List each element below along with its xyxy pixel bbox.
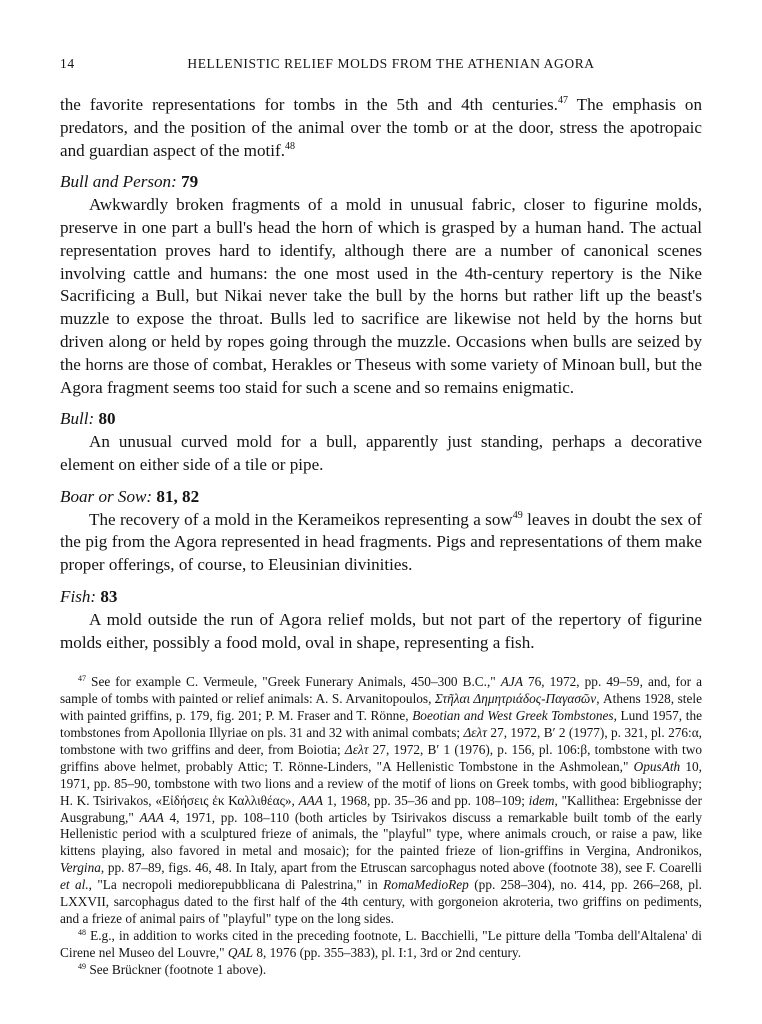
intro-text-2: The emphasis on predators, and the position of the animal over the tomb or at the door, stress the apotropaic and guardian aspect of the motif. <box>60 95 702 160</box>
footnotes <box>60 674 702 978</box>
footnote-ref-49[interactable]: 49 <box>512 509 523 521</box>
footnote-48: $^{48}$ E.g., in addition to works cited in the preceding footnote, L. Bacchielli, "Le pitture della 'Tomba dell'Altalena' di Cirene nel Museo del Louvre," QAL 8, 1976 (pp. 355–383), pl. I:1, 3rd or 2nd century. <box>60 927 702 960</box>
section-label: Bull: <box>60 409 95 429</box>
section-paragraph-fish: A mold outside the run of Agora relief molds, but not part of the repertory of figurine molds either, possibly a food mold, oval in shape, representing a fish. <box>60 609 702 652</box>
section-heading-boar-or-sow <box>60 486 702 509</box>
catalogue-numbers: 79 <box>181 172 199 192</box>
catalogue-numbers: 83 <box>100 586 118 606</box>
footnote-47: $^{47}$ See for example C. Vermeule, "Greek Funerary Animals, 450–300 B.C.," AJA 76, 1972, pp. 49–59, and, for a sample of tombs with painted or relief animals: A. S. Arvanitopoulos, Στῆλαι Δημητριάδος-Παγασῶν, Athens 1928, stele with painted griffins, p. 179, fig. 201; P. M. Fraser and T. Rönne, Boeotian and West Greek Tombstones, Lund 1957, the tombstones from Apollonia Illyriae on pls. 31 and 32 with animal combats; Δελτ 27, 1972, B′ 2 (1977), p. 321, pl. 276:α, tombstone with two griffins and deer, from Boiotia; Δελτ 27, 1972, B′ 1 (1976), p. 156, pl. 106:β, tombstone with two griffins above helmet, probably Attic; T. Rönne-Linders, "A Hellenistic Tombstone in the Ashmolean," OpusAth 10, 1971, pp. 85–90, tombstone with two lions and a review of the motif of lions on Greek tombs, with good bibliography; H. K. Tsirivakos, «Εἰδήσεις ἐκ Καλλιθέας», AAA 1, 1968, pp. 35–36 and pp. 108–109; idem, "Kallithea: Ergebnisse der Ausgrabung," AAA 4, 1971, pp. 108–110 (both articles by Tsirivakos discuss a remarkable built tomb of the early Hellenistic period with a sculptured frieze of animals, the "playful" type, where animals crouch, or raise a paw, like kittens playing, also favored in metal and mosaic); for the painted frieze of lion-griffins in Vergina, Andronikos, Vergina, pp. 87–89, figs. 46, 48. In Italy, apart from the Etruscan sarcophagus noted above (footnote 38), see F. Coarelli et al., "La necropoli mediorepubblicana di Palestrina," in RomaMedioRep (pp. 258–304), no. 414, pp. 266–268, pl. LXXVII, sarcophagus dated to the first half of the 4th century, with gorgoneion akroteria, two griffins on pediments, and a frieze of animal pairs of "playful" type on the long sides. <box>60 674 703 927</box>
page-number: 14 <box>60 56 75 71</box>
running-header <box>60 56 702 78</box>
footnote-ref-48[interactable]: 48 <box>285 140 295 152</box>
section-paragraph-boar-or-sow <box>60 509 702 577</box>
section-paragraph-bull: An unusual curved mold for a bull, apparently just standing, perhaps a decorative element on either side of a tile or pipe. <box>60 432 702 474</box>
footnote-ref-47[interactable]: 47 <box>557 95 568 106</box>
section-heading-fish <box>60 586 702 609</box>
page <box>60 56 702 979</box>
section-heading-bull-and-person <box>60 171 702 194</box>
catalogue-numbers: 81, 82 <box>156 486 200 506</box>
section-label: Bull and Person: <box>60 172 177 192</box>
running-title: HELLENISTIC RELIEF MOLDS FROM THE ATHENIAN AGORA <box>187 56 595 71</box>
section-label: Boar or Sow: <box>60 486 153 506</box>
section-paragraph-bull-and-person: Awkwardly broken fragments of a mold in unusual fabric, closer to figurine molds, preserve in one part a bull's head the horn of which is grasped by a human hand. The actual representation proves hard to identify, although there are a number of canonical scenes involving cattle and humans: the one most used in the 4th-century repertory is the Nike Sacrificing a Bull, but Nikai never take the bull by the horns but rather lift up the beast's muzzle to expose the throat. Bulls led to sacrifice are likewise not held by the horns but driven along or held by ropes going through the muzzle. Occasions when bulls are seized by the horns are those of combat, Herakles or Theseus with some variety of Minoan bull, but the Agora fragment seems too staid for such a scene and so remains enigmatic. <box>60 195 702 397</box>
intro-paragraph <box>60 94 702 162</box>
section-label: Fish: <box>60 586 97 606</box>
footnote-number: 49 <box>78 961 86 971</box>
catalogue-numbers: 80 <box>98 409 116 429</box>
body-text <box>60 94 702 654</box>
section-heading-bull <box>60 408 702 431</box>
footnote-49: $^{49}$ See Brückner (footnote 1 above). <box>78 961 267 977</box>
paragraph-text: The recovery of a mold in the Kerameikos representing a sow <box>89 509 513 529</box>
footnote-number: 47 <box>78 674 86 684</box>
intro-text-1: the favorite representations for tombs in the 5th and 4th centuries. <box>60 95 558 114</box>
footnote-number: 48 <box>78 927 86 937</box>
paragraph-text: leaves in doubt the sex of the pig from the Agora represented in head fragments. Pigs and representations of them make proper offerings, of course, to Eleusinian divinities. <box>60 509 702 575</box>
